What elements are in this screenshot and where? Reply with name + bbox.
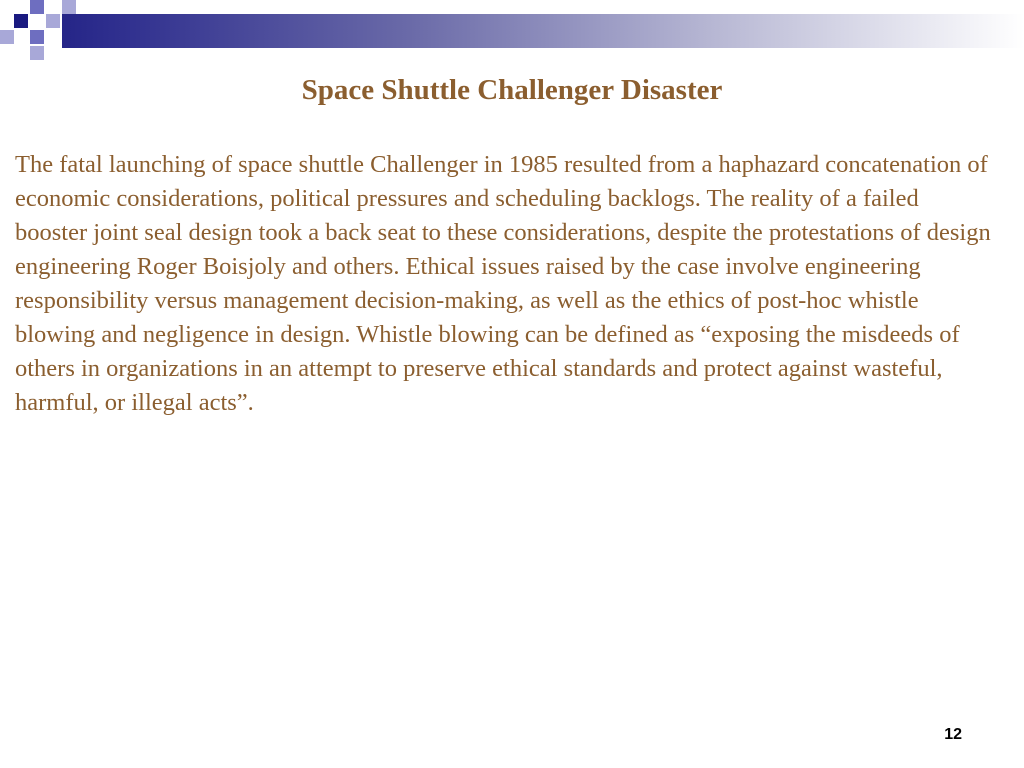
slide-title: Space Shuttle Challenger Disaster bbox=[301, 74, 723, 106]
slide-page-number: 12 bbox=[944, 726, 962, 743]
decor-square bbox=[30, 0, 44, 14]
decor-square bbox=[30, 46, 44, 60]
decor-square bbox=[0, 30, 14, 44]
slide-body-text: The fatal launching of space shuttle Challenger in 1985 resulted from a haphazard concatenation of economic considerations, political pressures and scheduling backlogs. The reality of a failed booster joint seal design took a back seat to these considerations, despite the protestations of design engineering Roger Boisjoly and others. Ethical issues raised by the case involve engineering responsibility versus management decision-making, as well as the ethics of post-hoc whistle blowing and negligence in design. Whistle blowing can be defined as “exposing the misdeeds of others in organizations in an attempt to preserve ethical standards and protect against wasteful, harmful, or illegal acts”. bbox=[15, 151, 991, 416]
header-gradient-bar bbox=[0, 14, 1024, 48]
decor-square bbox=[14, 14, 28, 28]
decor-square bbox=[30, 30, 44, 44]
decor-square bbox=[46, 14, 60, 28]
decor-square bbox=[62, 0, 76, 14]
